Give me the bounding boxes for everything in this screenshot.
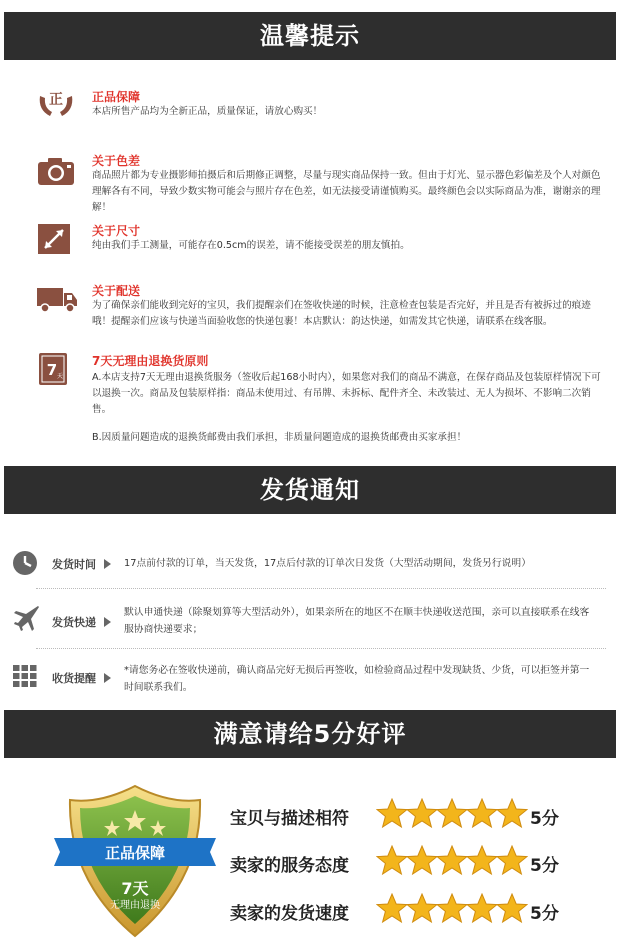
rating-label: 卖家的服务态度 bbox=[230, 856, 349, 876]
rating-score: 5分 bbox=[530, 856, 559, 876]
rating-score: 5分 bbox=[530, 904, 559, 924]
seven-day-return-icon bbox=[36, 352, 78, 386]
divider bbox=[36, 648, 606, 649]
star-icon bbox=[436, 893, 468, 925]
arrow-right-icon bbox=[104, 617, 111, 627]
tip-body: 为了确保亲们能收到完好的宝贝，我们提醒亲们在签收快递的时候，注意检查包装是否完好，并且是否有被拆过的痕迹哦！提醒亲们应该与快递当面验收您的快递包裹！本店默认：韵达快递，如需发其它快递，请联系在线客服。 bbox=[92, 300, 591, 327]
rating-label: 卖家的发货速度 bbox=[230, 904, 349, 924]
rating-row bbox=[230, 798, 610, 838]
rating-label: 宝贝与描述相符 bbox=[230, 809, 349, 829]
shipping-text: *请您务必在签收快递前，确认商品完好无损后再签收，如检验商品过程中发现缺货、少货，可以拒签并第一时间联系我们。 bbox=[124, 665, 590, 693]
rating-row bbox=[230, 845, 610, 885]
star-icon bbox=[466, 798, 498, 830]
tip-title: 正品保障 bbox=[92, 90, 141, 104]
tip-body: 本店所售产品均为全新正品，质量保证，请放心购买！ bbox=[92, 106, 323, 117]
badge-days: 7天 bbox=[121, 879, 149, 898]
svg-text:正: 正 bbox=[49, 92, 63, 108]
rating-row bbox=[230, 893, 610, 933]
badge-caption: 无理由退换 bbox=[110, 900, 160, 911]
clock-icon bbox=[12, 550, 38, 580]
star-icon bbox=[376, 893, 408, 925]
star-icon bbox=[406, 893, 438, 925]
star-icon bbox=[436, 845, 468, 877]
rating-score: 5分 bbox=[530, 809, 559, 829]
tip-body-note: B.因质量问题造成的退换货邮费由我们承担，非质量问题造成的退换货邮费由买家承担！ bbox=[92, 432, 467, 443]
airplane-icon bbox=[12, 604, 40, 636]
authentic-guarantee-badge bbox=[50, 780, 220, 940]
star-icon bbox=[496, 893, 528, 925]
star-icon bbox=[466, 893, 498, 925]
arrow-right-icon bbox=[104, 559, 111, 569]
tip-title: 关于尺寸 bbox=[92, 224, 141, 238]
svg-text:天: 天 bbox=[56, 373, 64, 380]
svg-text:7: 7 bbox=[46, 361, 58, 379]
badge-ribbon-text: 正品保障 bbox=[104, 844, 165, 862]
shipping-label: 发货快递 bbox=[52, 616, 96, 629]
star-icon bbox=[436, 798, 468, 830]
grid-icon bbox=[12, 664, 38, 692]
shipping-text: 17点前付款的订单，当天发货，17点后付款的订单次日发货（大型活动期间，发货另行说明） bbox=[124, 558, 532, 569]
tip-body: 纯由我们手工测量，可能存在0.5cm的误差，请不能接受误差的朋友慎拍。 bbox=[92, 240, 410, 251]
tip-title: 7天无理由退换货原则 bbox=[92, 354, 209, 368]
tip-body: A.本店支持7天无理由退换货服务（签收后起168小时内），如果您对我们的商品不满意，在保存商品及包装原样情况下可以退换一次。商品及包装原样指：商品未使用过、有吊牌、未拆标、配件齐全、未改装过、无人为损坏、不影响二次销售。 bbox=[92, 372, 601, 415]
star-icon bbox=[406, 845, 438, 877]
tip-title: 关于色差 bbox=[92, 154, 141, 168]
star-icon bbox=[496, 845, 528, 877]
star-icon bbox=[466, 845, 498, 877]
authentic-hands-icon bbox=[36, 86, 78, 120]
shipping-label: 收货提醒 bbox=[52, 672, 96, 685]
truck-icon bbox=[36, 284, 78, 318]
review-banner: 满意请给5分好评 bbox=[4, 710, 616, 758]
camera-icon bbox=[36, 156, 78, 190]
shipping-label: 发货时间 bbox=[52, 558, 96, 571]
tip-title: 关于配送 bbox=[92, 284, 141, 298]
shipping-banner: 发货通知 bbox=[4, 466, 616, 514]
tips-banner: 温馨提示 bbox=[4, 12, 616, 60]
star-icon bbox=[376, 798, 408, 830]
shipping-text: 默认申通快递（除聚划算等大型活动外），如果亲所在的地区不在顺丰快递收送范围，亲可以直接联系在线客服协商快递要求； bbox=[124, 607, 590, 635]
divider bbox=[36, 588, 606, 589]
star-icon bbox=[496, 798, 528, 830]
star-icon bbox=[376, 845, 408, 877]
arrow-right-icon bbox=[104, 673, 111, 683]
ruler-icon bbox=[36, 222, 78, 256]
star-icon bbox=[406, 798, 438, 830]
tip-body: 商品照片都为专业摄影师拍摄后和后期修正调整，尽量与现实商品保持一致。但由于灯光、显示器色彩偏差及个人对颜色理解各有不同，导致少数实物可能会与照片存在色差，如无法接受请谨慎购买。最终颜色会以实际商品为准，谢谢亲的理解！ bbox=[92, 170, 601, 213]
